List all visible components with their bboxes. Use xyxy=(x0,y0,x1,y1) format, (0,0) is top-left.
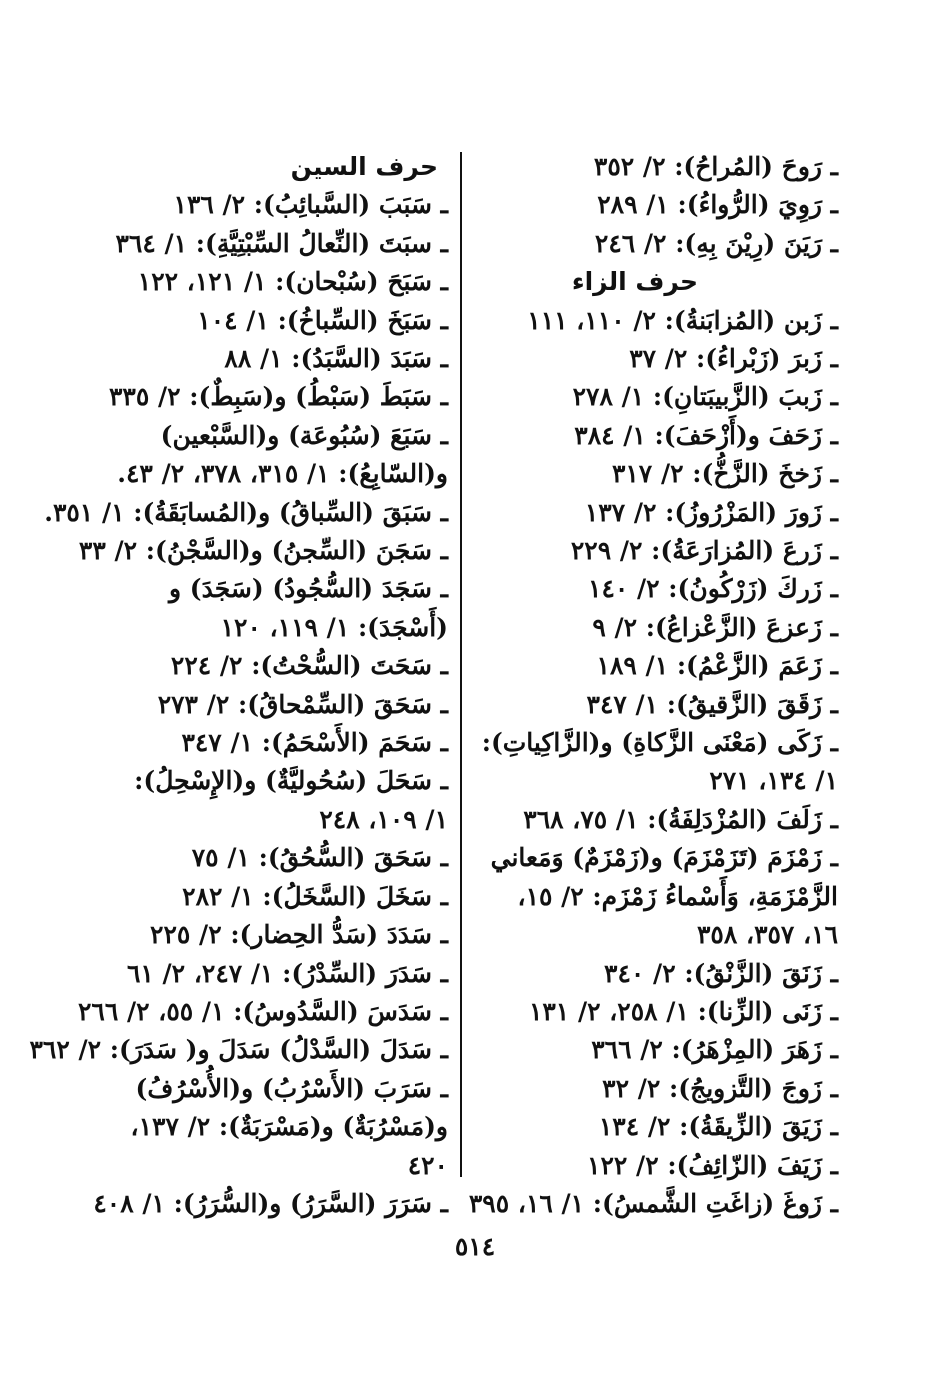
index-entry: ـ زَهَرَ (المِزْهَرُ): ٢/ ٣٦٦ xyxy=(591,1035,838,1065)
section-heading-zay: حرف الزاء xyxy=(571,267,698,297)
index-entry: ـ زَنَقَ (الزَّنْقُ): ٢/ ٣٤٠ xyxy=(604,958,838,988)
index-entry: ـ سَبَطَ (سَبْطُ) و(سَبِطٌ): ٢/ ٣٣٥ xyxy=(109,382,448,412)
index-entry: ـ زَعزعَ (الزَّعْزاعُ): ٢/ ٩ xyxy=(592,612,838,642)
index-entry: ـ زَعَمَ (الزَّعْمُ): ١/ ١٨٩ xyxy=(596,651,838,681)
index-entry: ـ زَرعَ (المُزارَعَةُ): ٢/ ٢٢٩ xyxy=(570,536,838,566)
index-entry: ـ زَكَى (مَعْنَى الزَّكاةِ) و(الزَّاكِياتِ): ١/ ١٣٤، ٢٧١ xyxy=(481,728,838,796)
index-entry: ـ زَلَفَ (المُزْدَلِفَةُ): ١/ ٧٥، ٣٦٨ xyxy=(523,804,838,834)
index-entry: ـ سَحَلَ (سُحُوليَّةٌ) و(الإِسْحِلُ): ١/ ١٠٩، ٢٤٨ xyxy=(134,766,448,834)
index-entry: ـ رَوحَ (المُراحُ): ٢/ ٣٥٢ xyxy=(593,152,838,181)
index-entry: ـ سَخَلَ (السَّخَلُ): ١/ ٢٨٢ xyxy=(182,881,448,911)
index-entry: ـ زَبرَ (زَبْراءُ): ٢/ ٣٧ xyxy=(629,344,838,374)
index-entry: ـ سَحَتَ (السُّحْتُ): ٢/ ٢٢٤ xyxy=(170,651,448,681)
index-entry: ـ رَوِيَ (الرُّواءُ): ١/ ٢٨٩ xyxy=(597,190,838,220)
section-heading-sin: حرف السين xyxy=(290,152,438,181)
index-entry: ـ سَرَبَ (الأَسْرُبُ) و(الأُسْرُفُ) و(مَسْرُبَةٌ) و(مَسْرَبَةٌ): ٢/ ١٣٧، ٤٢٠ xyxy=(130,1073,448,1180)
index-entry: ـ سَبَخَ (السِّباخُ): ١/ ١٠٤ xyxy=(197,305,448,335)
index-entry: ـ سبَتَ (النِّعالُ السِّبْتِيَّةِ): ١/ ٣٦٤ xyxy=(115,228,448,258)
index-entry: ـ زَبن (المُزابَنةُ): ٢/ ١١٠، ١١١ xyxy=(527,305,838,335)
index-entry: ـ سَبَعَ (سُبُوعَة) و(السَّبْعين) و(السّابِعُ): ١/ ٣١٥، ٣٧٨، ٢/ ٤٣. xyxy=(117,420,448,489)
index-entry: ـ زَقَقَ (الزَّقيقُ): ١/ ٣٤٧ xyxy=(586,689,838,719)
index-entry: ـ زَيَفَ (الزّائِفُ): ٢/ ١٢٢ xyxy=(587,1150,838,1180)
index-entry: ـ سَدَرَ (السِّدْرُ): ١/ ٢٤٧، ٢/ ٦١ xyxy=(126,958,448,988)
index-entry: ـ سَحَقَ (السُّحُقُ): ١/ ٧٥ xyxy=(191,843,448,873)
index-entry: ـ زَركَ (زَرْكُونُ): ٢/ ١٤٠ xyxy=(588,574,838,604)
index-entry: ـ سَدَسَ (السَّدُوسُ): ١/ ٥٥، ٢/ ٢٦٦ xyxy=(78,996,448,1026)
index-entry: ـ زَوغَ (زاغَتِ الشَّمسُ): ١/ ١٦، ٣٩٥ xyxy=(468,1188,838,1218)
index-entry: ـ سَبَبَ (السَّبائِبُ): ٢/ ١٣٦ xyxy=(173,190,448,220)
index-entry: ـ زَببَ (الزَّبيبَتانِ): ١/ ٢٧٨ xyxy=(572,382,838,412)
index-entry: ـ سَجَدَ (السُّجُودُ) (سَجَدَ) و (أَسْجَدَ): ١/ ١١٩، ١٢٠ xyxy=(169,574,448,642)
index-column-left xyxy=(29,148,448,1223)
index-entry: ـ زَورَ (المَزْرُوزُ): ٢/ ١٣٧ xyxy=(584,497,838,527)
index-entry: ـ زَمْزَمَ (تَزَمْزَمَ) و(زَمْزَمٌ) وَمَعاني الزَّمْزَمَةِ، وَأَسْماءُ زَمْزَم: ٢/ ١٥، ١٦، ٣٥٧، ٣٥٨ xyxy=(490,843,838,950)
index-entry: ـ زَوجَ (التَّزويجُ): ٢/ ٣٢ xyxy=(602,1073,838,1103)
index-entry: ـ سَدَدَ (سَدُّ الحِضار): ٢/ ٢٢٥ xyxy=(150,920,448,950)
index-entry: ـ سَجَنَ (السِّجنُ) و(السَّجْنُ): ٢/ ٣٣ xyxy=(78,536,448,566)
index-entry: ـ زَحَفَ و(أَزْحَفَ): ١/ ٣٨٤ xyxy=(574,420,838,450)
index-entry: ـ سَبَحَ (سُبْحان): ١/ ١٢١، ١٢٢ xyxy=(137,267,448,297)
index-entry: ـ سَبَقَ (السِّباقُ) و(المُسابَقَةُ): ١/ ٣٥١. xyxy=(44,497,448,527)
index-entry: ـ زَخخَ (الزَّخُّ): ٢/ ٣١٧ xyxy=(611,459,838,489)
column-divider xyxy=(460,152,462,1177)
index-entry: ـ زَيَقَ (الزِّيقَةُ): ٢/ ١٣٤ xyxy=(598,1112,838,1142)
index-column-right xyxy=(468,148,838,1223)
index-entry: ـ سَرَرَ (السَّرَرُ) و(السُّرَرُ): ١/ ٤٠٨ xyxy=(93,1188,448,1218)
page-number: ٥١٤ xyxy=(454,1232,496,1261)
index-entry: ـ زَنَى (الزِّنا): ١/ ٢٥٨، ٢/ ١٣١ xyxy=(528,996,838,1026)
index-entry: ـ رَيَنَ (رِيْنَ بِهِ): ٢/ ٢٤٦ xyxy=(594,228,838,258)
index-entry: ـ سَحَقَ (السِّمْحاقُ): ٢/ ٢٧٣ xyxy=(157,689,448,719)
index-entry: ـ سَدَلَ (السَّدْلُ) سَدَلَ و( سَدَرَ): ٢/ ٣٦٢ xyxy=(29,1035,448,1065)
index-entry: ـ سَحَمَ (الأَسْحَمُ): ١/ ٣٤٧ xyxy=(181,728,448,758)
index-entry: ـ سَبَدَ (السَّبَدُ): ١/ ٨٨ xyxy=(224,344,448,374)
